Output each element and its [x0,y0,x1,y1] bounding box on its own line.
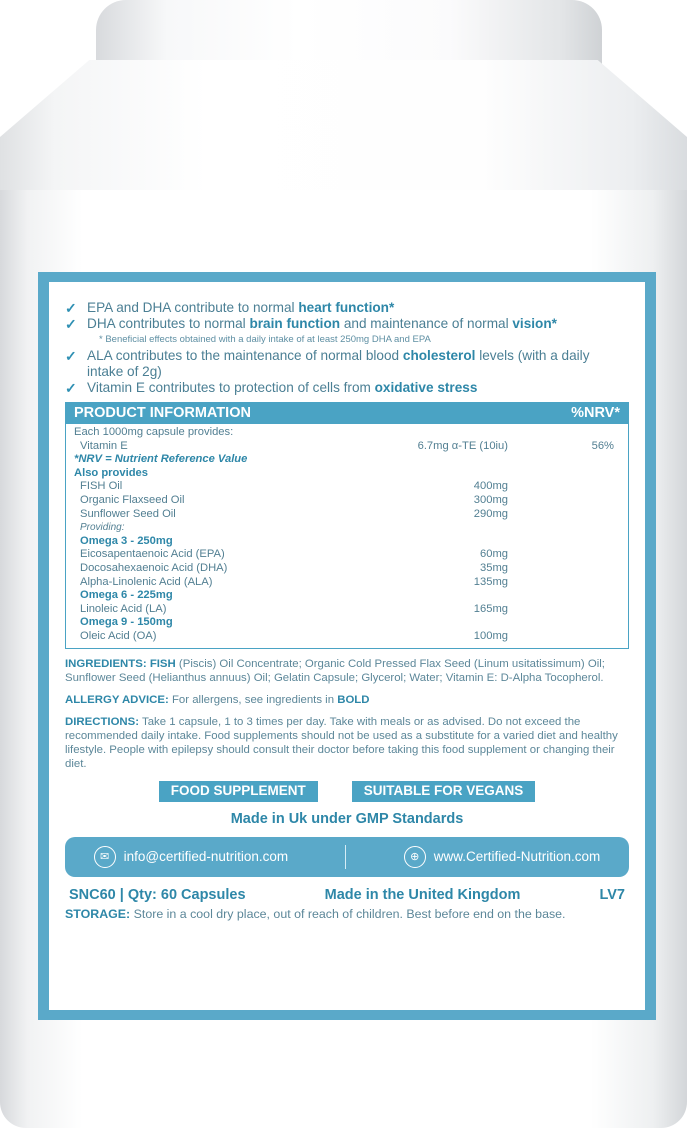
table-title: PRODUCT INFORMATION [74,405,251,421]
nutrient-name: Omega 9 - 150mg [80,616,173,629]
table-row [66,548,628,562]
table-row [66,453,628,467]
claim-item [65,300,629,316]
allergy-bold-word: BOLD [337,693,370,706]
allergy-advice [65,693,629,707]
bottle-shoulder [0,60,687,200]
nutrient-name: Linoleic Acid (LA) [80,602,167,615]
table-row [66,426,628,440]
claim-highlight: brain function [249,316,341,331]
claim-text: levels (with a daily intake of 2g) [87,348,590,379]
product-code: SNC60 | Qty: 60 Capsules [69,886,246,903]
claim-text: DHA contributes to normal [87,316,250,331]
website-contact [404,846,601,868]
claim-highlight: cholesterol [402,348,476,363]
nutrient-amount: 35mg [480,561,508,574]
table-row [66,535,628,549]
nutrient-amount: 300mg [473,493,508,506]
table-row [66,589,628,603]
ingredients [65,657,629,685]
nutrient-name: Alpha-Linolenic Acid (ALA) [80,575,213,588]
claim-highlight: vision* [512,316,557,331]
nutrient-name: Omega 6 - 225mg [80,589,173,602]
nutrient-name: Sunflower Seed Oil [80,507,176,520]
nutrient-name: *NRV = Nutrient Reference Value [74,453,248,466]
directions-text: Take 1 capsule, 1 to 3 times per day. Take with meals or as advised. Do not exceed the recommended daily intake. Food supplements should not be used as a substitute for a varied diet and healthy lifestyle. People with epilepsy should consult their doctor before taking this food supplement or changing their diet. [65,715,618,770]
nutrient-amount: 400mg [473,480,508,493]
table-row [66,480,628,494]
table-row [66,521,628,535]
claim-item [65,380,629,396]
table-row [66,467,628,481]
badges [65,781,629,802]
check-icon: ✓ [65,316,77,332]
table-row [66,562,628,576]
claim-highlight: heart function* [298,300,395,315]
table-row [66,440,628,454]
claim-footnote: * Beneficial effects obtained with a daily intake of at least 250mg DHA and EPA [99,334,431,345]
allergen-word: FISH [149,657,176,670]
nutrient-name: Eicosapentaenoic Acid (EPA) [80,548,225,561]
check-icon: ✓ [65,348,77,364]
nutrient-amount: 290mg [473,507,508,520]
nutrient-name: Also provides [74,466,148,479]
nutrient-name: Organic Flaxseed Oil [80,493,185,506]
nutrient-amount: 6.7mg α-TE (10iu) [417,439,508,452]
product-code-line [65,887,629,903]
claim-text: ALA contributes to the maintenance of normal blood [87,348,403,363]
nutrient-name: Each 1000mg capsule provides: [74,426,234,438]
vegan-badge: SUITABLE FOR VEGANS [352,781,536,802]
claim-text: EPA and DHA contribute to normal [87,300,299,315]
nutrient-amount: 165mg [473,602,508,615]
nutrient-name: Vitamin E [80,439,128,452]
country-of-manufacture: Made in the United Kingdom [324,886,521,903]
allergy-text: For allergens, see ingredients in [168,693,338,706]
divider [345,845,346,869]
nutrient-name: Providing: [80,522,125,534]
batch-code: LV7 [599,886,625,903]
table-row [66,616,628,630]
nutrient-amount: 135mg [473,575,508,588]
product-information-table [65,402,629,649]
label-content [49,282,645,1010]
health-claims [65,300,629,396]
directions-label: DIRECTIONS: [65,715,140,728]
directions [65,715,629,771]
nutrient-name: Omega 3 - 250mg [80,534,173,547]
nutrient-nrv: 56% [591,439,614,452]
ingredients-label: INGREDIENTS: [65,657,147,670]
contact-bar [65,837,629,877]
nutrient-amount: 60mg [480,548,508,561]
nutrient-amount: 100mg [473,629,508,642]
gmp-statement: Made in Uk under GMP Standards [230,810,464,827]
table-row [66,630,628,644]
storage-label: STORAGE: [65,906,131,921]
nutrient-name: FISH Oil [80,480,123,493]
table-header [66,403,628,424]
email-text: info@certified-nutrition.com [123,849,289,864]
ingredients-text: (Piscis) Oil Concentrate; Organic Cold Pressed Flax Seed (Linum usitatissimum) Oil; Sunflower Seed (Helianthus annuus) Oil; Gelatin Capsule; Glycerol; Water; Vitamin E: D-Alpha Tocopherol. [65,657,605,684]
claim-item [65,316,629,332]
table-row [66,576,628,590]
product-label [38,272,656,1020]
check-icon: ✓ [65,380,77,396]
storage-instructions [65,906,629,922]
nutrient-name: Docosahexaenoic Acid (DHA) [80,561,228,574]
envelope-icon: ✉ [94,846,116,868]
table-body [66,424,628,648]
claim-text: Vitamin E contributes to protection of cells from [87,380,375,395]
table-row [66,508,628,522]
table-row [66,494,628,508]
storage-text: Store in a cool dry place, out of reach of children. Best before end on the base. [130,906,566,921]
allergy-label: ALLERGY ADVICE: [65,693,169,706]
nutrient-name: Oleic Acid (OA) [80,629,157,642]
table-row [66,603,628,617]
check-icon: ✓ [65,300,77,316]
claim-highlight: oxidative stress [374,380,478,395]
nrv-header: %NRV* [571,405,620,421]
globe-icon: ⊕ [404,846,426,868]
claim-text: and maintenance of normal [340,316,513,331]
email-contact [94,846,289,868]
website-text: www.Certified-Nutrition.com [433,849,601,864]
claim-item [65,348,629,380]
food-supplement-badge: FOOD SUPPLEMENT [159,781,318,802]
